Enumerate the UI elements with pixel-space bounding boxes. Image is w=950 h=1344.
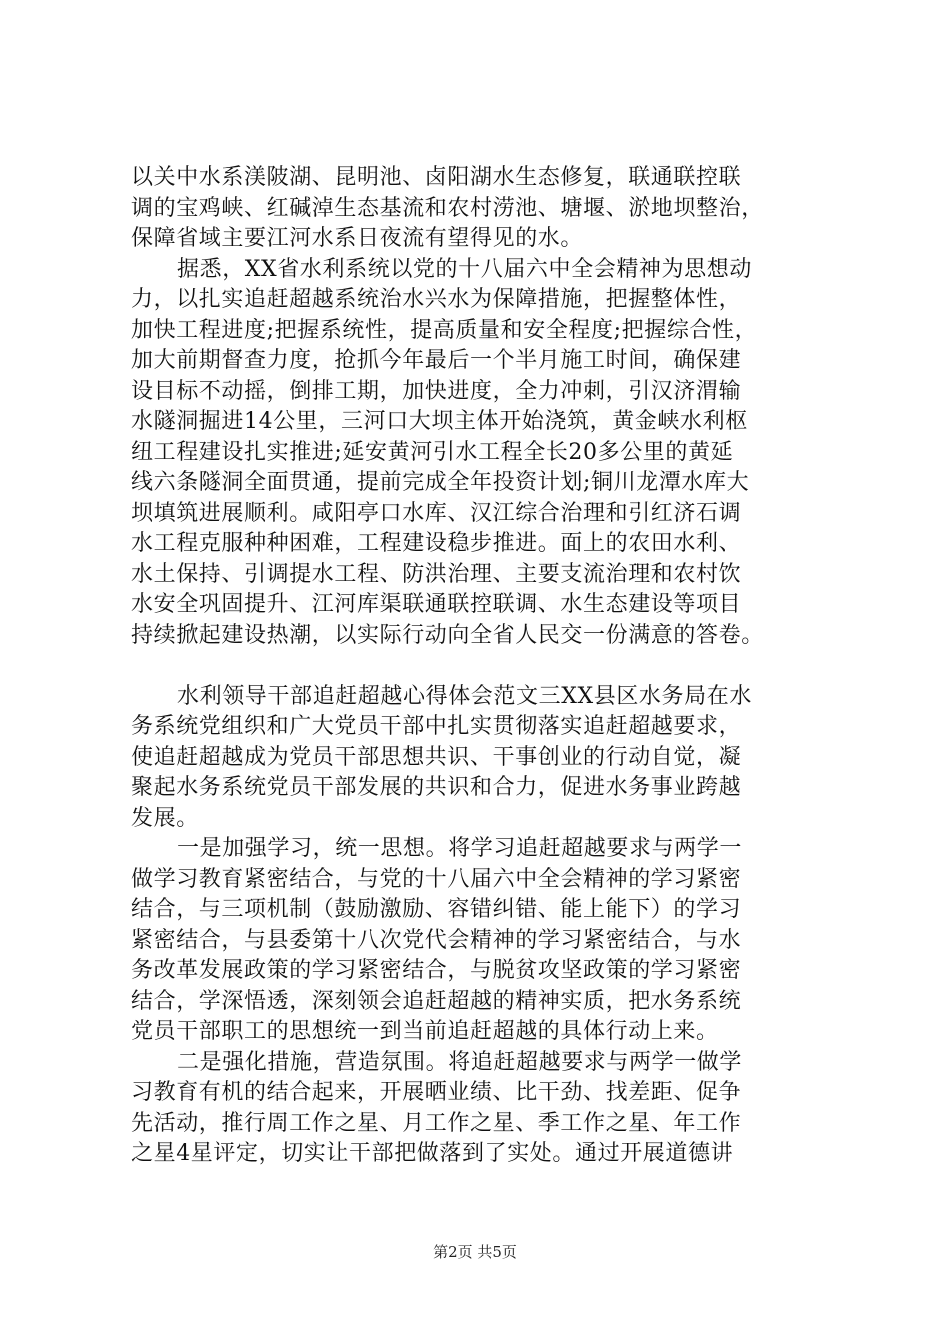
paragraph-start-line: 水利领导干部追赶超越心得体会范文三XX县区水务局在水	[177, 683, 752, 709]
text-line: 发展。	[131, 805, 199, 831]
page-number-footer: 第2页 共5页	[433, 1243, 517, 1261]
text-line: 先活动，推行周工作之星、月工作之星、季工作之星、年工作	[131, 1110, 742, 1136]
document-body	[131, 163, 835, 1170]
text-line: 调的宝鸡峡、红碱淖生态基流和农村涝池、塘堰、淤地坝整治，	[131, 195, 764, 221]
text-line: 务改革发展政策的学习紧密结合，与脱贫攻坚政策的学习紧密	[131, 958, 742, 983]
text-line: 保障省域主要江河水系日夜流有望得见的水。	[131, 226, 584, 251]
paragraph-start-line: 二是强化措施，营造氛围。将追赶超越要求与两学一做学	[177, 1049, 743, 1075]
text-line: 党员干部职工的思想统一到当前追赶超越的具体行动上来。	[131, 1019, 719, 1044]
text-line: 做学习教育紧密结合，与党的十八届六中全会精神的学习紧密	[131, 866, 742, 892]
text-line: 加快工程进度;把握系统性，提高质量和安全程度;把握综合性，	[131, 317, 758, 343]
text-line: 结合，与三项机制（鼓励激励、容错纠错、能上能下）的学习	[131, 897, 742, 922]
text-line: 水安全巩固提升、江河库渠联通联控联调、水生态建设等项目	[131, 592, 742, 617]
text-line: 习教育有机的结合起来，开展晒业绩、比干劲、找差距、促争	[131, 1080, 742, 1105]
paragraph-start-line: 据悉，XX省水利系统以党的十八届六中全会精神为思想动	[177, 256, 752, 282]
text-line: 线六条隧洞全面贯通，提前完成全年投资计划;铜川龙潭水库大	[131, 470, 750, 495]
text-line: 持续掀起建设热潮，以实际行动向全省人民交一份满意的答卷。	[131, 622, 764, 648]
text-line: 水工程克服种种困难，工程建设稳步推进。面上的农田水利、	[131, 531, 742, 556]
text-line: 纽工程建设扎实推进;延安黄河引水工程全长20多公里的黄延	[131, 439, 734, 465]
text-line: 水隧洞掘进14公里，三河口大坝主体开始浇筑，黄金峡水利枢	[131, 409, 748, 434]
text-line: 结合，学深悟透，深刻领会追赶超越的精神实质，把水务系统	[131, 988, 742, 1014]
paragraph-gap	[131, 651, 835, 682]
text-line: 使追赶超越成为党员干部思想共识、干事创业的行动自觉，凝	[131, 744, 742, 770]
text-line: 以关中水系渼陂湖、昆明池、卤阳湖水生态修复，联通联控联	[131, 165, 742, 190]
text-line: 设目标不动摇，倒排工期，加快进度，全力冲刺，引汉济渭输	[131, 378, 742, 404]
text-line: 坝填筑进展顺利。咸阳亭口水库、汉江综合治理和引红济石调	[131, 500, 742, 526]
text-line: 水土保持、引调提水工程、防洪治理、主要支流治理和农村饮	[131, 561, 742, 587]
text-line: 之星4星评定，切实让干部把做落到了实处。通过开展道德讲	[131, 1141, 734, 1166]
paragraph-start-line: 一是加强学习，统一思想。将学习追赶超越要求与两学一	[177, 836, 743, 861]
text-line: 加大前期督查力度，抢抓今年最后一个半月施工时间，确保建	[131, 348, 742, 373]
text-line: 务系统党组织和广大党员干部中扎实贯彻落实追赶超越要求，	[131, 714, 742, 739]
text-line: 紧密结合，与县委第十八次党代会精神的学习紧密结合，与水	[131, 927, 742, 953]
text-line: 聚起水务系统党员干部发展的共识和合力，促进水务事业跨越	[131, 775, 742, 800]
text-line: 力，以扎实追赶超越系统治水兴水为保障措施，把握整体性，	[131, 287, 742, 312]
